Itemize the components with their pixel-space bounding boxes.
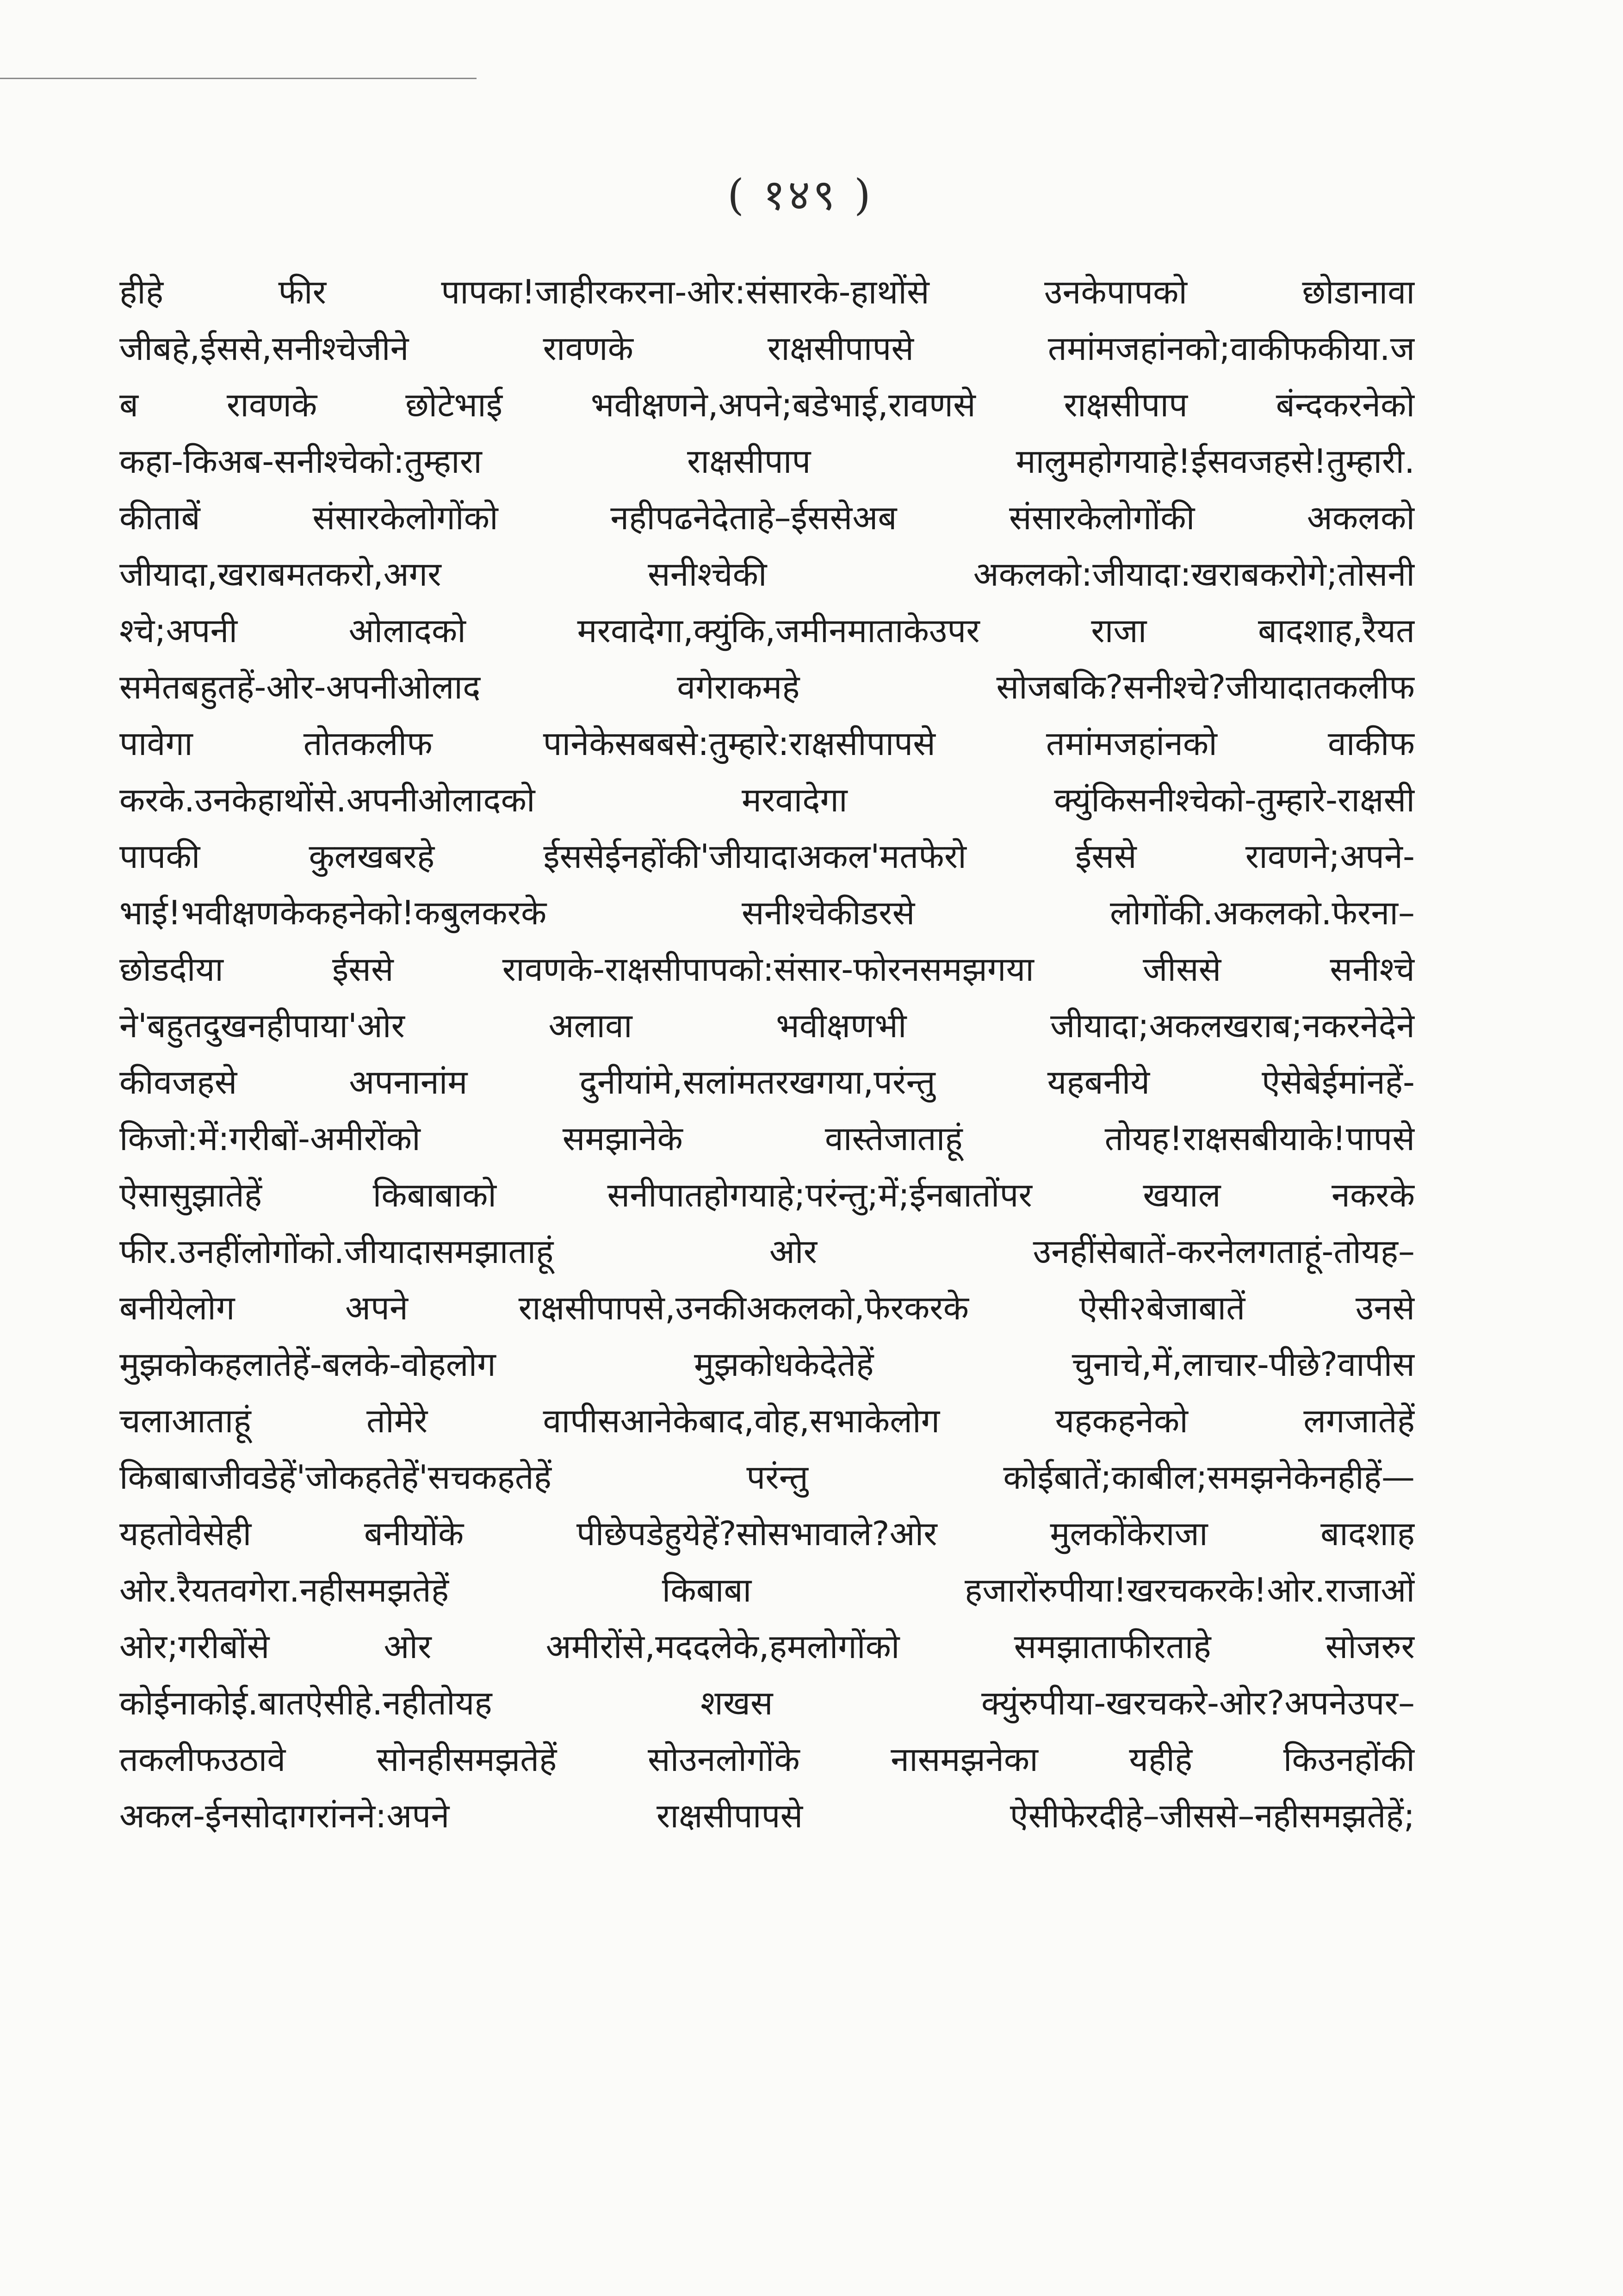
text-line: करके.उनकेहाथोंसे.अपनीओलादको मरवादेगा क्युंकिसनीश्चेको-तुम्हारे-राक्षसी <box>119 780 1415 819</box>
text-line: ब रावणके छोटेभाई भवीक्षणने,अपने;बडेभाई,रावणसे राक्षसीपाप बंन्दकरनेको <box>119 385 1415 424</box>
text-line: किबाबाजीवडेहें'जोकहतेहें'सचकहतेहें परंन्तु कोईबातें;काबील;समझनेकेनहीहें— <box>119 1458 1415 1497</box>
text-line: श्चे;अपनी ओलादको मरवादेगा,क्युंकि,जमीनमाताकेउपर राजा बादशाह,रैयत <box>119 611 1415 650</box>
text-line: बनीयेलोग अपने राक्षसीपापसे,उनकीअकलको,फेरकरके ऐसी२बेजाबातें उनसे <box>119 1288 1415 1327</box>
text-line: तकलीफउठावे सोनहीसमझतेहें सोउनलोगोंके नासमझनेका यहीहे किउनहोंकी <box>119 1740 1415 1779</box>
text-line: चलाआताहूं तोमेरे वापीसआनेकेबाद,वोह,सभाकेलोग यहकहनेको लगजातेहें <box>119 1401 1415 1440</box>
text-line: कोईनाकोई.बातऐसीहे.नहीतोयह शखस क्युंरुपीया-खरचकरे-ओर?अपनेउपर– <box>119 1683 1415 1722</box>
text-line: ओर.रैयतवगेरा.नहीसमझतेहें किबाबा हजारोंरुपीया!खरचकरके!ओर.राजाओं <box>119 1571 1415 1609</box>
text-line: अकल-ईनसोदागरांनने:अपने राक्षसीपापसे ऐसीफेरदीहे–जीससे–नहीसमझतेहें; <box>119 1796 1415 1835</box>
text-line: जीबहे,ईससे,सनीश्चेजीने रावणके राक्षसीपापसे तमांमजहांनको;वाकीफकीया.ज <box>119 329 1415 368</box>
text-line: कहा-किअब-सनीश्चेको:तुम्हारा राक्षसीपाप मालुमहोगयाहे!ईसवजहसे!तुम्हारी. <box>119 442 1415 481</box>
text-line: कीवजहसे अपनानांम दुनीयांमे,सलांमतरखगया,परंन्तु यहबनीये ऐसेबेईमांनहें- <box>119 1063 1415 1102</box>
text-line: फीर.उनहींलोगोंको.जीयादासमझाताहूं ओर उनहींसेबातें-करनेलगताहूं-तोयह– <box>119 1232 1415 1271</box>
text-line: जीयादा,खराबमतकरो,अगर सनीश्चेकी अकलको:जीयादा:खराबकरोगे;तोसनी <box>119 555 1415 594</box>
page-number: ( १४९ ) <box>727 170 873 220</box>
text-line: मुझकोकहलातेहें-बलके-वोहलोग मुझकोधकेदेतेहें चुनाचे,में,लाचार-पीछे?वापीस <box>119 1345 1415 1384</box>
text-line: पापकी कुलखबरहे ईससेईनहोंकी'जीयादाअकल'मतफेरो ईससे रावणने;अपने- <box>119 837 1415 876</box>
text-line: पावेगा तोतकलीफ पानेकेसबबसे:तुम्हारे:राक्षसीपापसे तमांमजहांनको वाकीफ <box>119 724 1415 763</box>
text-line: समेतबहुतहें-ओर-अपनीओलाद वगेराकमहे सोजबकि?सनीश्चे?जीयादातकलीफ <box>119 668 1415 706</box>
text-line: ऐसासुझातेहें किबाबाको सनीपातहोगयाहे;परंन्तु;में;ईनबातोंपर खयाल नकरके <box>119 1176 1415 1214</box>
text-line: छोडदीया ईससे रावणके-राक्षसीपापको:संसार-फोरनसमझगया जीससे सनीश्चे <box>119 950 1415 989</box>
body-text <box>119 264 1415 1844</box>
top-rule <box>0 78 477 79</box>
text-line: कीताबें संसारकेलोगोंको नहीपढनेदेताहे–ईससेअब संसारकेलोगोंकी अकलको <box>119 498 1415 537</box>
text-line: ओर;गरीबोंसे ओर अमीरोंसे,मददलेके,हमलोगोंको समझाताफीरताहे सोजरुर <box>119 1627 1415 1666</box>
text-line: यहतोवेसेही बनीयोंके पीछेपडेहुयेहें?सोसभावाले?ओर मुलकोंकेराजा बादशाह <box>119 1514 1415 1553</box>
text-line: हीहे फीर पापका!जाहीरकरना-ओर:संसारके-हाथोंसे उनकेपापको छोडानावा <box>119 272 1415 311</box>
text-line: किजो:में:गरीबों-अमीरोंको समझानेके वास्तेजाताहूं तोयह!राक्षसबीयाके!पापसे <box>119 1119 1415 1158</box>
text-line: ने'बहुतदुखनहीपाया'ओर अलावा भवीक्षणभी जीयादा;अकलखराब;नकरनेदेने <box>119 1006 1415 1045</box>
text-line: भाई!भवीक्षणकेकहनेको!कबुलकरके सनीश्चेकीडरसे लोगोंकी.अकलको.फेरना– <box>119 893 1415 932</box>
